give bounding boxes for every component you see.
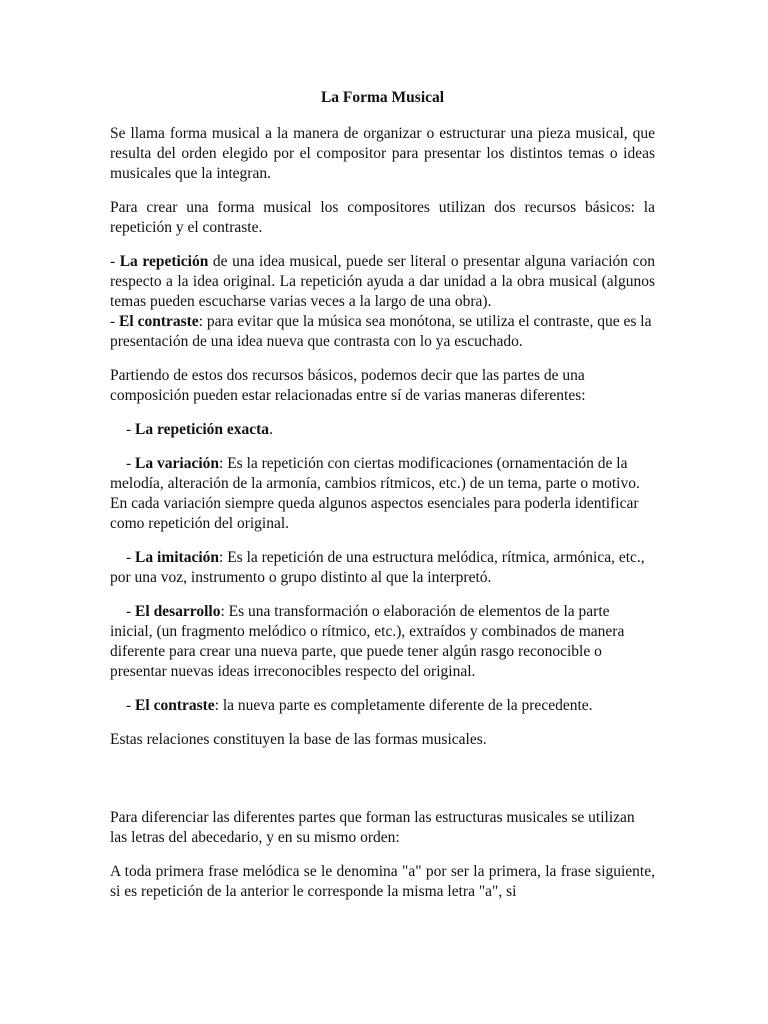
list-item xyxy=(110,454,655,534)
intro-paragraph: Se llama forma musical a la manera de organizar o estructurar una pieza musical, que resulta del orden elegido por el compositor para presentar los distintos temas o ideas musicales que la integran. xyxy=(110,125,655,182)
repeticion-term: La repetición xyxy=(119,253,209,270)
base-paragraph: Estas relaciones constituyen la base de las formas musicales. xyxy=(110,731,487,748)
list-item-term: La imitación xyxy=(135,549,220,566)
page-title: La Forma Musical xyxy=(320,89,445,106)
contraste-paragraph xyxy=(110,312,655,352)
list-item-text: : Es la repetición de una estructura melódica, rítmica, armónica, etc., por una voz, instrumento o grupo distinto al que la interpretó. xyxy=(110,549,645,586)
repeticion-prefix: - xyxy=(110,253,120,270)
section-spacer xyxy=(110,764,655,808)
list-item-term: El contraste xyxy=(135,697,215,714)
list-item-text: : Es una transformación o elaboración de elementos de la parte inicial, (un fragmento melódico o rítmico, etc.), extraídos y combinados de manera diferente para crear una nueva parte, que puede tener algún rasgo reconocible o presentar nuevas ideas irreconocibles respecto del original. xyxy=(110,603,625,680)
repeticion-paragraph xyxy=(110,252,655,312)
list-item-term: La repetición exacta xyxy=(135,421,270,438)
list-item xyxy=(110,602,655,682)
list-item-prefix: - xyxy=(126,549,136,566)
list-item-term: La variación xyxy=(135,455,220,472)
list-item xyxy=(110,548,655,588)
list-item-prefix: - xyxy=(126,603,136,620)
list-item-prefix: - xyxy=(126,455,136,472)
letters-paragraph: Para diferenciar las diferentes partes que forman las estructuras musicales se utilizan las letras del abecedario, y en su mismo orden: xyxy=(110,809,635,846)
relations-paragraph: Partiendo de estos dos recursos básicos, podemos decir que las partes de una composición pueden estar relacionadas entre sí de varias maneras diferentes: xyxy=(110,367,586,404)
first-phrase-paragraph: A toda primera frase melódica se le denomina "a" por ser la primera, la frase siguiente, si es repetición de la anterior le corresponde la misma letra "a", si xyxy=(110,863,655,900)
resources-paragraph: Para crear una forma musical los compositores utilizan dos recursos básicos: la repetición y el contraste. xyxy=(110,199,655,236)
list-item xyxy=(110,696,655,716)
list-item-text: : Es la repetición con ciertas modificaciones (ornamentación de la melodía, alteración de la armonía, cambios rítmicos, etc.) de un tema, parte o motivo. En cada variación siempre queda algunos aspectos esenciales para poderla identificar como repetición del original. xyxy=(110,455,640,532)
list-item-term: El desarrollo xyxy=(135,603,221,620)
list-item xyxy=(110,420,655,440)
contraste-prefix: - xyxy=(110,313,120,330)
repeticion-text: de una idea musical, puede ser literal o presentar alguna variación con respecto a la idea original. La repetición ayuda a dar unidad a la obra musical (algunos temas pueden escucharse varias veces a la largo de una obra). xyxy=(110,253,655,310)
list-item-text: . xyxy=(269,421,273,438)
list-item-text: : la nueva parte es completamente diferente de la precedente. xyxy=(214,697,593,714)
contraste-text: : para evitar que la música sea monótona, se utiliza el contraste, que es la presentación de una idea nueva que contrasta con lo ya escuchado. xyxy=(110,313,652,350)
document-body xyxy=(110,88,655,902)
list-item-prefix: - xyxy=(126,697,136,714)
list-item-prefix: - xyxy=(126,421,136,438)
contraste-term: El contraste xyxy=(119,313,199,330)
